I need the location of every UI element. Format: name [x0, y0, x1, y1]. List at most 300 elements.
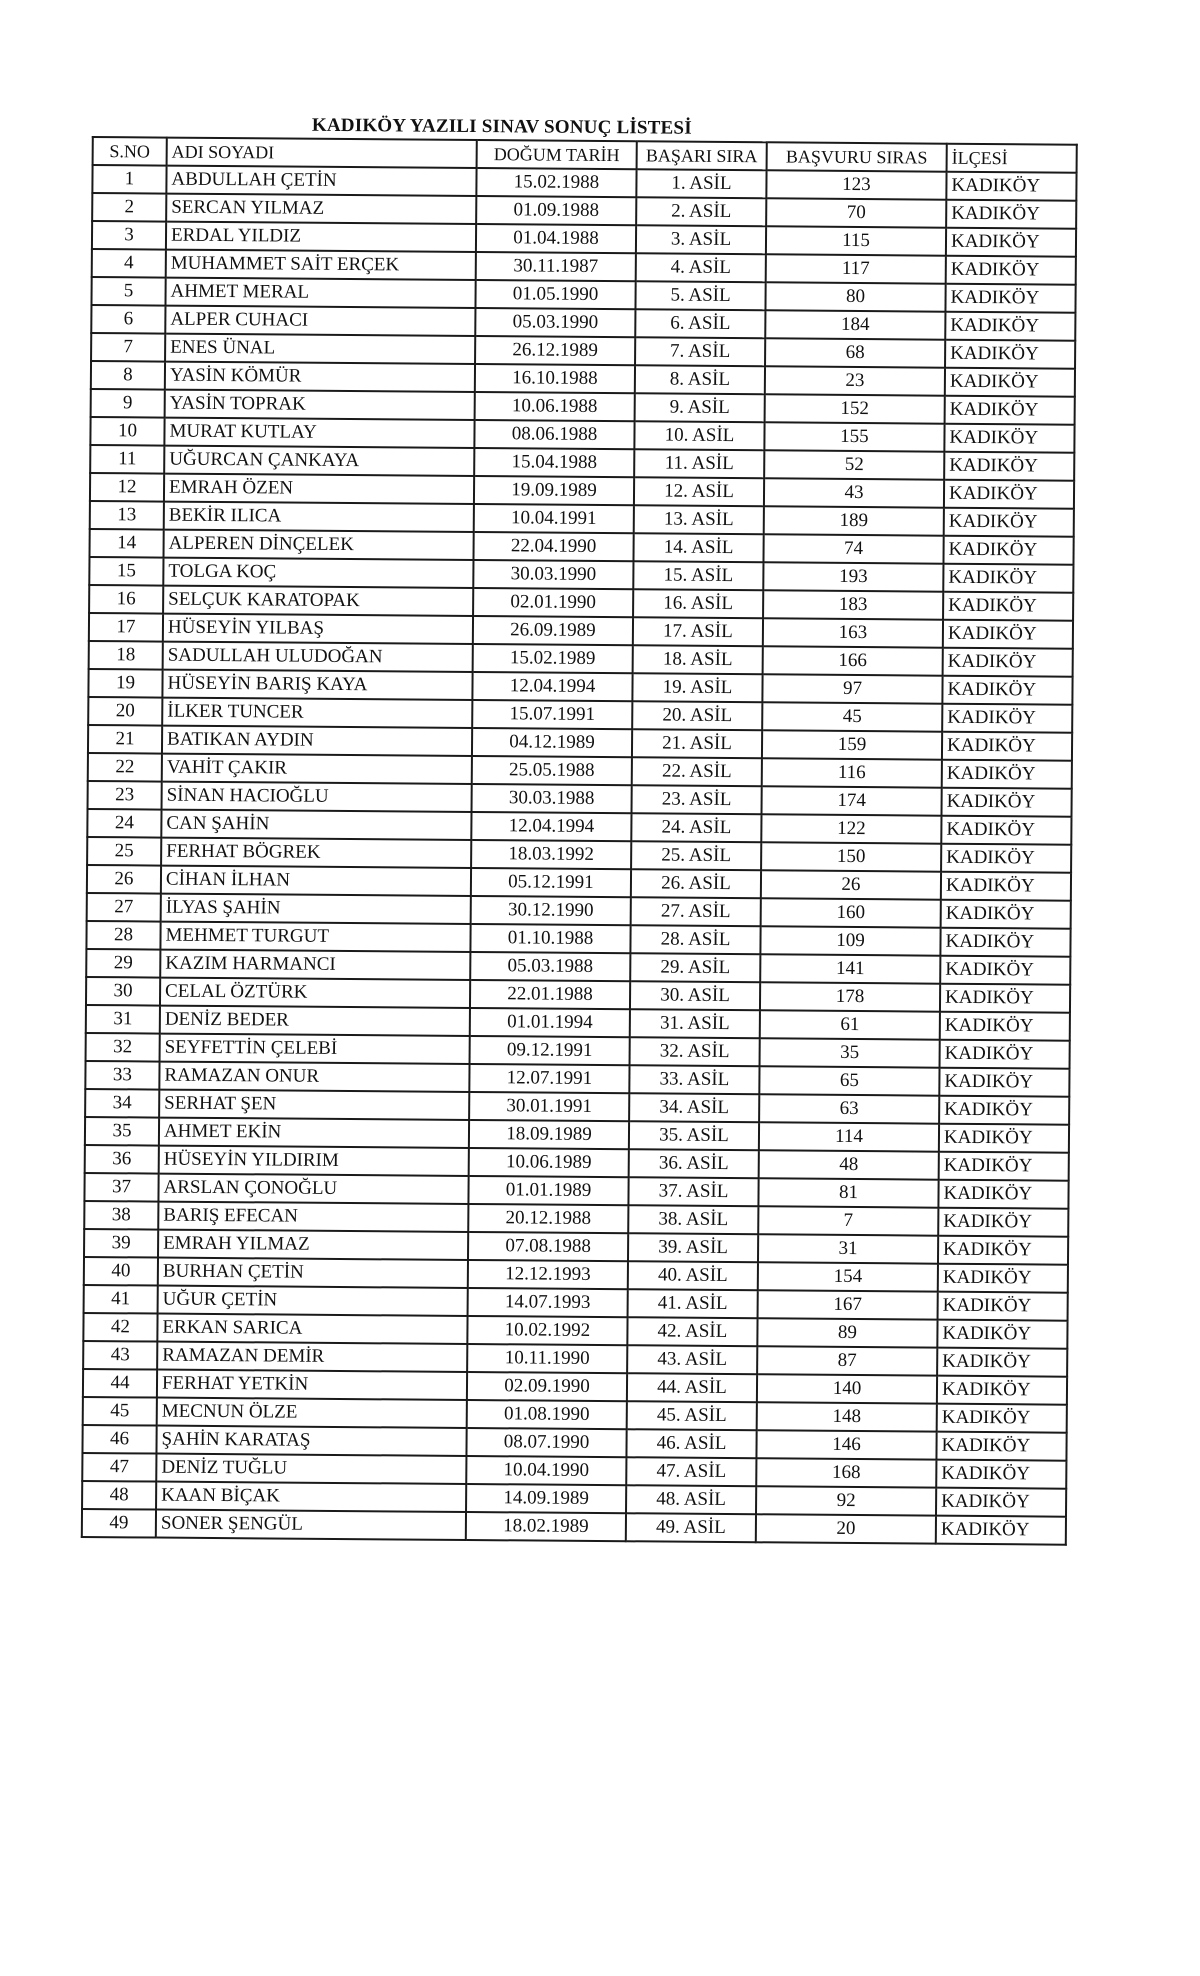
cell-application-rank: 70 [766, 198, 946, 227]
cell-birth-date: 10.02.1992 [467, 1316, 627, 1345]
cell-success-rank: 31. ASİL [630, 1009, 760, 1038]
cell-application-rank: 141 [760, 954, 940, 983]
cell-birth-date: 01.08.1990 [467, 1400, 627, 1429]
cell-birth-date: 30.12.1990 [471, 896, 631, 925]
cell-name: CAN ŞAHİN [161, 810, 471, 840]
results-table-body [82, 137, 1077, 1545]
cell-success-rank: 18. ASİL [633, 645, 763, 674]
cell-district: KADIKÖY [938, 1236, 1068, 1265]
cell-success-rank: 9. ASİL [635, 393, 765, 422]
cell-no: 43 [83, 1341, 157, 1370]
cell-no: 12 [90, 473, 164, 502]
cell-application-rank: 7 [758, 1206, 938, 1235]
cell-application-rank: 146 [756, 1430, 936, 1459]
cell-name: DENİZ BEDER [160, 1006, 470, 1036]
cell-birth-date: 30.01.1991 [469, 1092, 629, 1121]
cell-name: İLYAS ŞAHİN [161, 894, 471, 924]
cell-name: SERCAN YILMAZ [166, 194, 476, 224]
cell-success-rank: 27. ASİL [631, 897, 761, 926]
cell-application-rank: 116 [762, 758, 942, 787]
cell-district: KADIKÖY [939, 1068, 1069, 1097]
cell-success-rank: 8. ASİL [635, 365, 765, 394]
cell-success-rank: 45. ASİL [627, 1401, 757, 1430]
cell-application-rank: 114 [759, 1122, 939, 1151]
cell-name: AHMET MERAL [165, 278, 475, 308]
cell-application-rank: 35 [760, 1038, 940, 1067]
cell-application-rank: 174 [762, 786, 942, 815]
cell-success-rank: 1. ASİL [636, 169, 766, 198]
cell-application-rank: 168 [756, 1458, 936, 1487]
cell-name: FERHAT BÖGREK [161, 838, 471, 868]
cell-district: KADIKÖY [936, 1516, 1066, 1545]
cell-no: 14 [90, 529, 164, 558]
cell-district: KADIKÖY [943, 564, 1073, 593]
cell-success-rank: 7. ASİL [635, 337, 765, 366]
cell-birth-date: 01.09.1988 [476, 196, 636, 225]
cell-birth-date: 12.04.1994 [471, 812, 631, 841]
cell-district: KADIKÖY [941, 816, 1071, 845]
cell-name: MECNUN ÖLZE [157, 1398, 467, 1428]
cell-application-rank: 115 [766, 226, 946, 255]
cell-name: UĞUR ÇETİN [158, 1286, 468, 1316]
cell-no: 6 [91, 305, 165, 334]
cell-birth-date: 05.03.1990 [475, 308, 635, 337]
cell-name: AHMET EKİN [159, 1118, 469, 1148]
cell-success-rank: 39. ASİL [628, 1233, 758, 1262]
cell-birth-date: 12.12.1993 [468, 1260, 628, 1289]
cell-birth-date: 22.04.1990 [473, 532, 633, 561]
cell-no: 39 [84, 1229, 158, 1258]
cell-no: 22 [88, 753, 162, 782]
cell-no: 29 [86, 949, 160, 978]
cell-application-rank: 92 [756, 1486, 936, 1515]
cell-application-rank: 80 [765, 282, 945, 311]
cell-no: 7 [91, 333, 165, 362]
cell-birth-date: 14.07.1993 [468, 1288, 628, 1317]
cell-district: KADIKÖY [945, 396, 1075, 425]
cell-success-rank: 28. ASİL [630, 925, 760, 954]
cell-no: 20 [88, 697, 162, 726]
cell-district: KADIKÖY [943, 536, 1073, 565]
cell-application-rank: 193 [763, 562, 943, 591]
cell-birth-date: 30.11.1987 [476, 252, 636, 281]
cell-application-rank: 140 [757, 1374, 937, 1403]
cell-application-rank: 159 [762, 730, 942, 759]
cell-application-rank: 155 [764, 422, 944, 451]
cell-district: KADIKÖY [940, 956, 1070, 985]
cell-no: 27 [87, 893, 161, 922]
cell-name: SERHAT ŞEN [159, 1090, 469, 1120]
cell-name: HÜSEYİN YILDIRIM [159, 1146, 469, 1176]
cell-birth-date: 15.04.1988 [474, 448, 634, 477]
cell-name: YASİN TOPRAK [165, 390, 475, 420]
cell-name: HÜSEYİN BARIŞ KAYA [162, 670, 472, 700]
cell-name: SELÇUK KARATOPAK [163, 586, 473, 616]
cell-birth-date: 08.06.1988 [474, 420, 634, 449]
cell-no: 9 [91, 389, 165, 418]
cell-birth-date: 20.12.1988 [468, 1204, 628, 1233]
cell-no: 34 [85, 1089, 159, 1118]
cell-application-rank: 63 [759, 1094, 939, 1123]
cell-name: EMRAH ÖZEN [164, 474, 474, 504]
cell-success-rank: 47. ASİL [626, 1457, 756, 1486]
cell-application-rank: 89 [757, 1318, 937, 1347]
cell-no: 40 [84, 1257, 158, 1286]
cell-district: KADIKÖY [936, 1460, 1066, 1489]
cell-district: KADIKÖY [942, 676, 1072, 705]
cell-no: 24 [87, 809, 161, 838]
cell-birth-date: 15.07.1991 [472, 700, 632, 729]
cell-success-rank: 19. ASİL [632, 673, 762, 702]
cell-success-rank: 6. ASİL [635, 309, 765, 338]
cell-name: RAMAZAN ONUR [159, 1062, 469, 1092]
cell-success-rank: 4. ASİL [636, 253, 766, 282]
cell-no: 46 [82, 1425, 156, 1454]
cell-district: KADIKÖY [944, 480, 1074, 509]
cell-success-rank: 34. ASİL [629, 1093, 759, 1122]
cell-birth-date: 30.03.1990 [473, 560, 633, 589]
header-district: İLÇESİ [947, 144, 1077, 173]
cell-birth-date: 19.09.1989 [474, 476, 634, 505]
cell-success-rank: 3. ASİL [636, 225, 766, 254]
cell-application-rank: 163 [763, 618, 943, 647]
cell-success-rank: 37. ASİL [628, 1177, 758, 1206]
cell-district: KADIKÖY [940, 928, 1070, 957]
cell-birth-date: 08.07.1990 [466, 1428, 626, 1457]
cell-name: CELAL ÖZTÜRK [160, 978, 470, 1008]
cell-district: KADIKÖY [937, 1320, 1067, 1349]
cell-no: 49 [82, 1509, 156, 1538]
cell-district: KADIKÖY [942, 732, 1072, 761]
cell-birth-date: 10.06.1988 [475, 392, 635, 421]
cell-no: 28 [86, 921, 160, 950]
cell-no: 45 [83, 1397, 157, 1426]
cell-birth-date: 22.01.1988 [470, 980, 630, 1009]
cell-name: ALPEREN DİNÇELEK [164, 530, 474, 560]
cell-application-rank: 117 [766, 254, 946, 283]
cell-district: KADIKÖY [937, 1348, 1067, 1377]
cell-application-rank: 148 [757, 1402, 937, 1431]
cell-application-rank: 178 [760, 982, 940, 1011]
cell-birth-date: 05.12.1991 [471, 868, 631, 897]
cell-application-rank: 160 [761, 898, 941, 927]
cell-success-rank: 20. ASİL [632, 701, 762, 730]
cell-name: ERDAL YILDIZ [166, 222, 476, 252]
cell-district: KADIKÖY [941, 788, 1071, 817]
cell-application-rank: 122 [761, 814, 941, 843]
cell-no: 30 [86, 977, 160, 1006]
cell-name: HÜSEYİN YILBAŞ [163, 614, 473, 644]
cell-birth-date: 04.12.1989 [472, 728, 632, 757]
cell-success-rank: 24. ASİL [631, 813, 761, 842]
cell-district: KADIKÖY [940, 1040, 1070, 1069]
cell-birth-date: 15.02.1989 [473, 644, 633, 673]
cell-district: KADIKÖY [946, 172, 1076, 201]
cell-success-rank: 29. ASİL [630, 953, 760, 982]
cell-application-rank: 166 [763, 646, 943, 675]
cell-success-rank: 17. ASİL [633, 617, 763, 646]
cell-no: 2 [92, 193, 166, 222]
cell-district: KADIKÖY [938, 1264, 1068, 1293]
cell-birth-date: 16.10.1988 [475, 364, 635, 393]
cell-no: 44 [83, 1369, 157, 1398]
results-sheet [81, 112, 1048, 1545]
cell-name: BATIKAN AYDIN [162, 726, 472, 756]
cell-application-rank: 48 [759, 1150, 939, 1179]
cell-no: 42 [83, 1313, 157, 1342]
cell-application-rank: 81 [758, 1178, 938, 1207]
cell-no: 37 [84, 1173, 158, 1202]
cell-district: KADIKÖY [946, 228, 1076, 257]
cell-name: İLKER TUNCER [162, 698, 472, 728]
cell-district: KADIKÖY [938, 1292, 1068, 1321]
cell-name: FERHAT YETKİN [157, 1370, 467, 1400]
cell-birth-date: 10.04.1991 [474, 504, 634, 533]
cell-name: KAAN BİÇAK [156, 1482, 466, 1512]
document-title: KADIKÖY YAZILI SINAV SONUÇ LİSTESİ [311, 114, 692, 139]
cell-name: SİNAN HACIOĞLU [162, 782, 472, 812]
cell-name: SADULLAH ULUDOĞAN [163, 642, 473, 672]
cell-no: 33 [85, 1061, 159, 1090]
cell-district: KADIKÖY [937, 1404, 1067, 1433]
cell-district: KADIKÖY [946, 200, 1076, 229]
cell-no: 26 [87, 865, 161, 894]
cell-birth-date: 25.05.1988 [472, 756, 632, 785]
cell-success-rank: 10. ASİL [634, 421, 764, 450]
cell-district: KADIKÖY [943, 648, 1073, 677]
cell-district: KADIKÖY [945, 368, 1075, 397]
cell-district: KADIKÖY [941, 872, 1071, 901]
cell-success-rank: 49. ASİL [626, 1513, 756, 1542]
cell-district: KADIKÖY [940, 984, 1070, 1013]
cell-name: VAHİT ÇAKIR [162, 754, 472, 784]
cell-application-rank: 74 [763, 534, 943, 563]
cell-no: 31 [86, 1005, 160, 1034]
cell-district: KADIKÖY [939, 1152, 1069, 1181]
cell-success-rank: 26. ASİL [631, 869, 761, 898]
cell-success-rank: 35. ASİL [629, 1121, 759, 1150]
cell-birth-date: 07.08.1988 [468, 1232, 628, 1261]
cell-success-rank: 16. ASİL [633, 589, 763, 618]
cell-success-rank: 38. ASİL [628, 1205, 758, 1234]
cell-name: YASİN KÖMÜR [165, 362, 475, 392]
results-table [81, 136, 1078, 1546]
cell-application-rank: 23 [765, 366, 945, 395]
cell-district: KADIKÖY [942, 760, 1072, 789]
cell-district: KADIKÖY [944, 508, 1074, 537]
cell-birth-date: 05.03.1988 [470, 952, 630, 981]
cell-district: KADIKÖY [942, 704, 1072, 733]
cell-no: 4 [92, 249, 166, 278]
header-name: ADI SOYADI [167, 138, 477, 168]
cell-name: UĞURCAN ÇANKAYA [164, 446, 474, 476]
cell-success-rank: 48. ASİL [626, 1485, 756, 1514]
cell-success-rank: 42. ASİL [627, 1317, 757, 1346]
cell-no: 38 [84, 1201, 158, 1230]
cell-success-rank: 32. ASİL [630, 1037, 760, 1066]
cell-no: 19 [88, 669, 162, 698]
cell-name: MEHMET TURGUT [160, 922, 470, 952]
cell-name: ERKAN SARICA [157, 1314, 467, 1344]
cell-birth-date: 01.04.1988 [476, 224, 636, 253]
cell-birth-date: 18.03.1992 [471, 840, 631, 869]
cell-district: KADIKÖY [941, 844, 1071, 873]
cell-name: ARSLAN ÇONOĞLU [158, 1174, 468, 1204]
cell-district: KADIKÖY [945, 312, 1075, 341]
cell-birth-date: 26.09.1989 [473, 616, 633, 645]
cell-district: KADIKÖY [938, 1180, 1068, 1209]
cell-district: KADIKÖY [938, 1208, 1068, 1237]
cell-district: KADIKÖY [946, 256, 1076, 285]
cell-birth-date: 14.09.1989 [466, 1484, 626, 1513]
cell-district: KADIKÖY [936, 1488, 1066, 1517]
cell-success-rank: 41. ASİL [628, 1289, 758, 1318]
cell-application-rank: 45 [762, 702, 942, 731]
cell-name: TOLGA KOÇ [163, 558, 473, 588]
cell-application-rank: 154 [758, 1262, 938, 1291]
cell-application-rank: 52 [764, 450, 944, 479]
cell-birth-date: 02.09.1990 [467, 1372, 627, 1401]
cell-no: 18 [89, 641, 163, 670]
cell-success-rank: 33. ASİL [629, 1065, 759, 1094]
cell-birth-date: 01.01.1994 [470, 1008, 630, 1037]
cell-birth-date: 10.06.1989 [469, 1148, 629, 1177]
cell-success-rank: 2. ASİL [636, 197, 766, 226]
cell-name: MURAT KUTLAY [164, 418, 474, 448]
cell-birth-date: 12.04.1994 [472, 672, 632, 701]
cell-success-rank: 12. ASİL [634, 477, 764, 506]
cell-name: SONER ŞENGÜL [156, 1510, 466, 1540]
header-application-rank: BAŞVURU SIRAS [767, 142, 947, 171]
cell-district: KADIKÖY [943, 592, 1073, 621]
cell-district: KADIKÖY [937, 1376, 1067, 1405]
cell-success-rank: 23. ASİL [632, 785, 762, 814]
cell-no: 1 [92, 165, 166, 194]
cell-application-rank: 183 [763, 590, 943, 619]
cell-success-rank: 30. ASİL [630, 981, 760, 1010]
cell-no: 13 [90, 501, 164, 530]
cell-application-rank: 61 [760, 1010, 940, 1039]
cell-application-rank: 65 [759, 1066, 939, 1095]
cell-success-rank: 13. ASİL [634, 505, 764, 534]
cell-application-rank: 68 [765, 338, 945, 367]
cell-no: 41 [84, 1285, 158, 1314]
cell-no: 21 [88, 725, 162, 754]
cell-birth-date: 18.02.1989 [466, 1512, 626, 1541]
cell-no: 11 [90, 445, 164, 474]
cell-name: EMRAH YILMAZ [158, 1230, 468, 1260]
cell-birth-date: 09.12.1991 [470, 1036, 630, 1065]
cell-application-rank: 184 [765, 310, 945, 339]
cell-success-rank: 5. ASİL [635, 281, 765, 310]
cell-application-rank: 109 [760, 926, 940, 955]
cell-no: 25 [87, 837, 161, 866]
cell-success-rank: 36. ASİL [629, 1149, 759, 1178]
cell-application-rank: 26 [761, 870, 941, 899]
cell-application-rank: 43 [764, 478, 944, 507]
cell-birth-date: 01.01.1989 [468, 1176, 628, 1205]
cell-birth-date: 30.03.1988 [472, 784, 632, 813]
cell-application-rank: 87 [757, 1346, 937, 1375]
cell-no: 10 [90, 417, 164, 446]
cell-no: 17 [89, 613, 163, 642]
header-no: S.NO [93, 137, 167, 166]
cell-birth-date: 26.12.1989 [475, 336, 635, 365]
cell-birth-date: 15.02.1988 [476, 168, 636, 197]
cell-name: ENES ÜNAL [165, 334, 475, 364]
cell-district: KADIKÖY [940, 1012, 1070, 1041]
cell-district: KADIKÖY [939, 1096, 1069, 1125]
cell-no: 5 [91, 277, 165, 306]
cell-application-rank: 20 [756, 1514, 936, 1543]
cell-no: 16 [89, 585, 163, 614]
cell-name: DENİZ TUĞLU [156, 1454, 466, 1484]
cell-district: KADIKÖY [939, 1124, 1069, 1153]
cell-name: ALPER CUHACI [165, 306, 475, 336]
cell-district: KADIKÖY [943, 620, 1073, 649]
cell-birth-date: 10.11.1990 [467, 1344, 627, 1373]
cell-name: KAZIM HARMANCI [160, 950, 470, 980]
cell-success-rank: 11. ASİL [634, 449, 764, 478]
cell-district: KADIKÖY [941, 900, 1071, 929]
cell-name: BARIŞ EFECAN [158, 1202, 468, 1232]
cell-success-rank: 44. ASİL [627, 1373, 757, 1402]
cell-success-rank: 21. ASİL [632, 729, 762, 758]
cell-district: KADIKÖY [945, 340, 1075, 369]
cell-application-rank: 189 [764, 506, 944, 535]
cell-application-rank: 97 [762, 674, 942, 703]
cell-no: 23 [88, 781, 162, 810]
cell-district: KADIKÖY [945, 284, 1075, 313]
cell-name: SEYFETTİN ÇELEBİ [160, 1034, 470, 1064]
cell-success-rank: 46. ASİL [626, 1429, 756, 1458]
cell-birth-date: 18.09.1989 [469, 1120, 629, 1149]
cell-success-rank: 40. ASİL [628, 1261, 758, 1290]
cell-district: KADIKÖY [944, 424, 1074, 453]
cell-application-rank: 152 [765, 394, 945, 423]
cell-district: KADIKÖY [936, 1432, 1066, 1461]
header-birth-date: DOĞUM TARİH [477, 140, 637, 169]
cell-birth-date: 01.10.1988 [470, 924, 630, 953]
cell-name: CİHAN İLHAN [161, 866, 471, 896]
cell-birth-date: 10.04.1990 [466, 1456, 626, 1485]
cell-success-rank: 15. ASİL [633, 561, 763, 590]
cell-no: 35 [85, 1117, 159, 1146]
cell-no: 8 [91, 361, 165, 390]
cell-application-rank: 150 [761, 842, 941, 871]
cell-name: BEKİR ILICA [164, 502, 474, 532]
cell-success-rank: 14. ASİL [633, 533, 763, 562]
cell-birth-date: 01.05.1990 [475, 280, 635, 309]
cell-application-rank: 167 [758, 1290, 938, 1319]
cell-name: RAMAZAN DEMİR [157, 1342, 467, 1372]
cell-district: KADIKÖY [944, 452, 1074, 481]
cell-no: 32 [86, 1033, 160, 1062]
cell-name: MUHAMMET SAİT ERÇEK [166, 250, 476, 280]
cell-name: ŞAHİN KARATAŞ [156, 1426, 466, 1456]
header-success-rank: BAŞARI SIRA [637, 141, 767, 170]
cell-no: 15 [89, 557, 163, 586]
cell-no: 48 [82, 1481, 156, 1510]
cell-no: 36 [85, 1145, 159, 1174]
cell-no: 47 [82, 1453, 156, 1482]
cell-birth-date: 12.07.1991 [469, 1064, 629, 1093]
cell-birth-date: 02.01.1990 [473, 588, 633, 617]
cell-no: 3 [92, 221, 166, 250]
cell-application-rank: 123 [766, 170, 946, 199]
cell-name: ABDULLAH ÇETİN [166, 166, 476, 196]
cell-success-rank: 25. ASİL [631, 841, 761, 870]
